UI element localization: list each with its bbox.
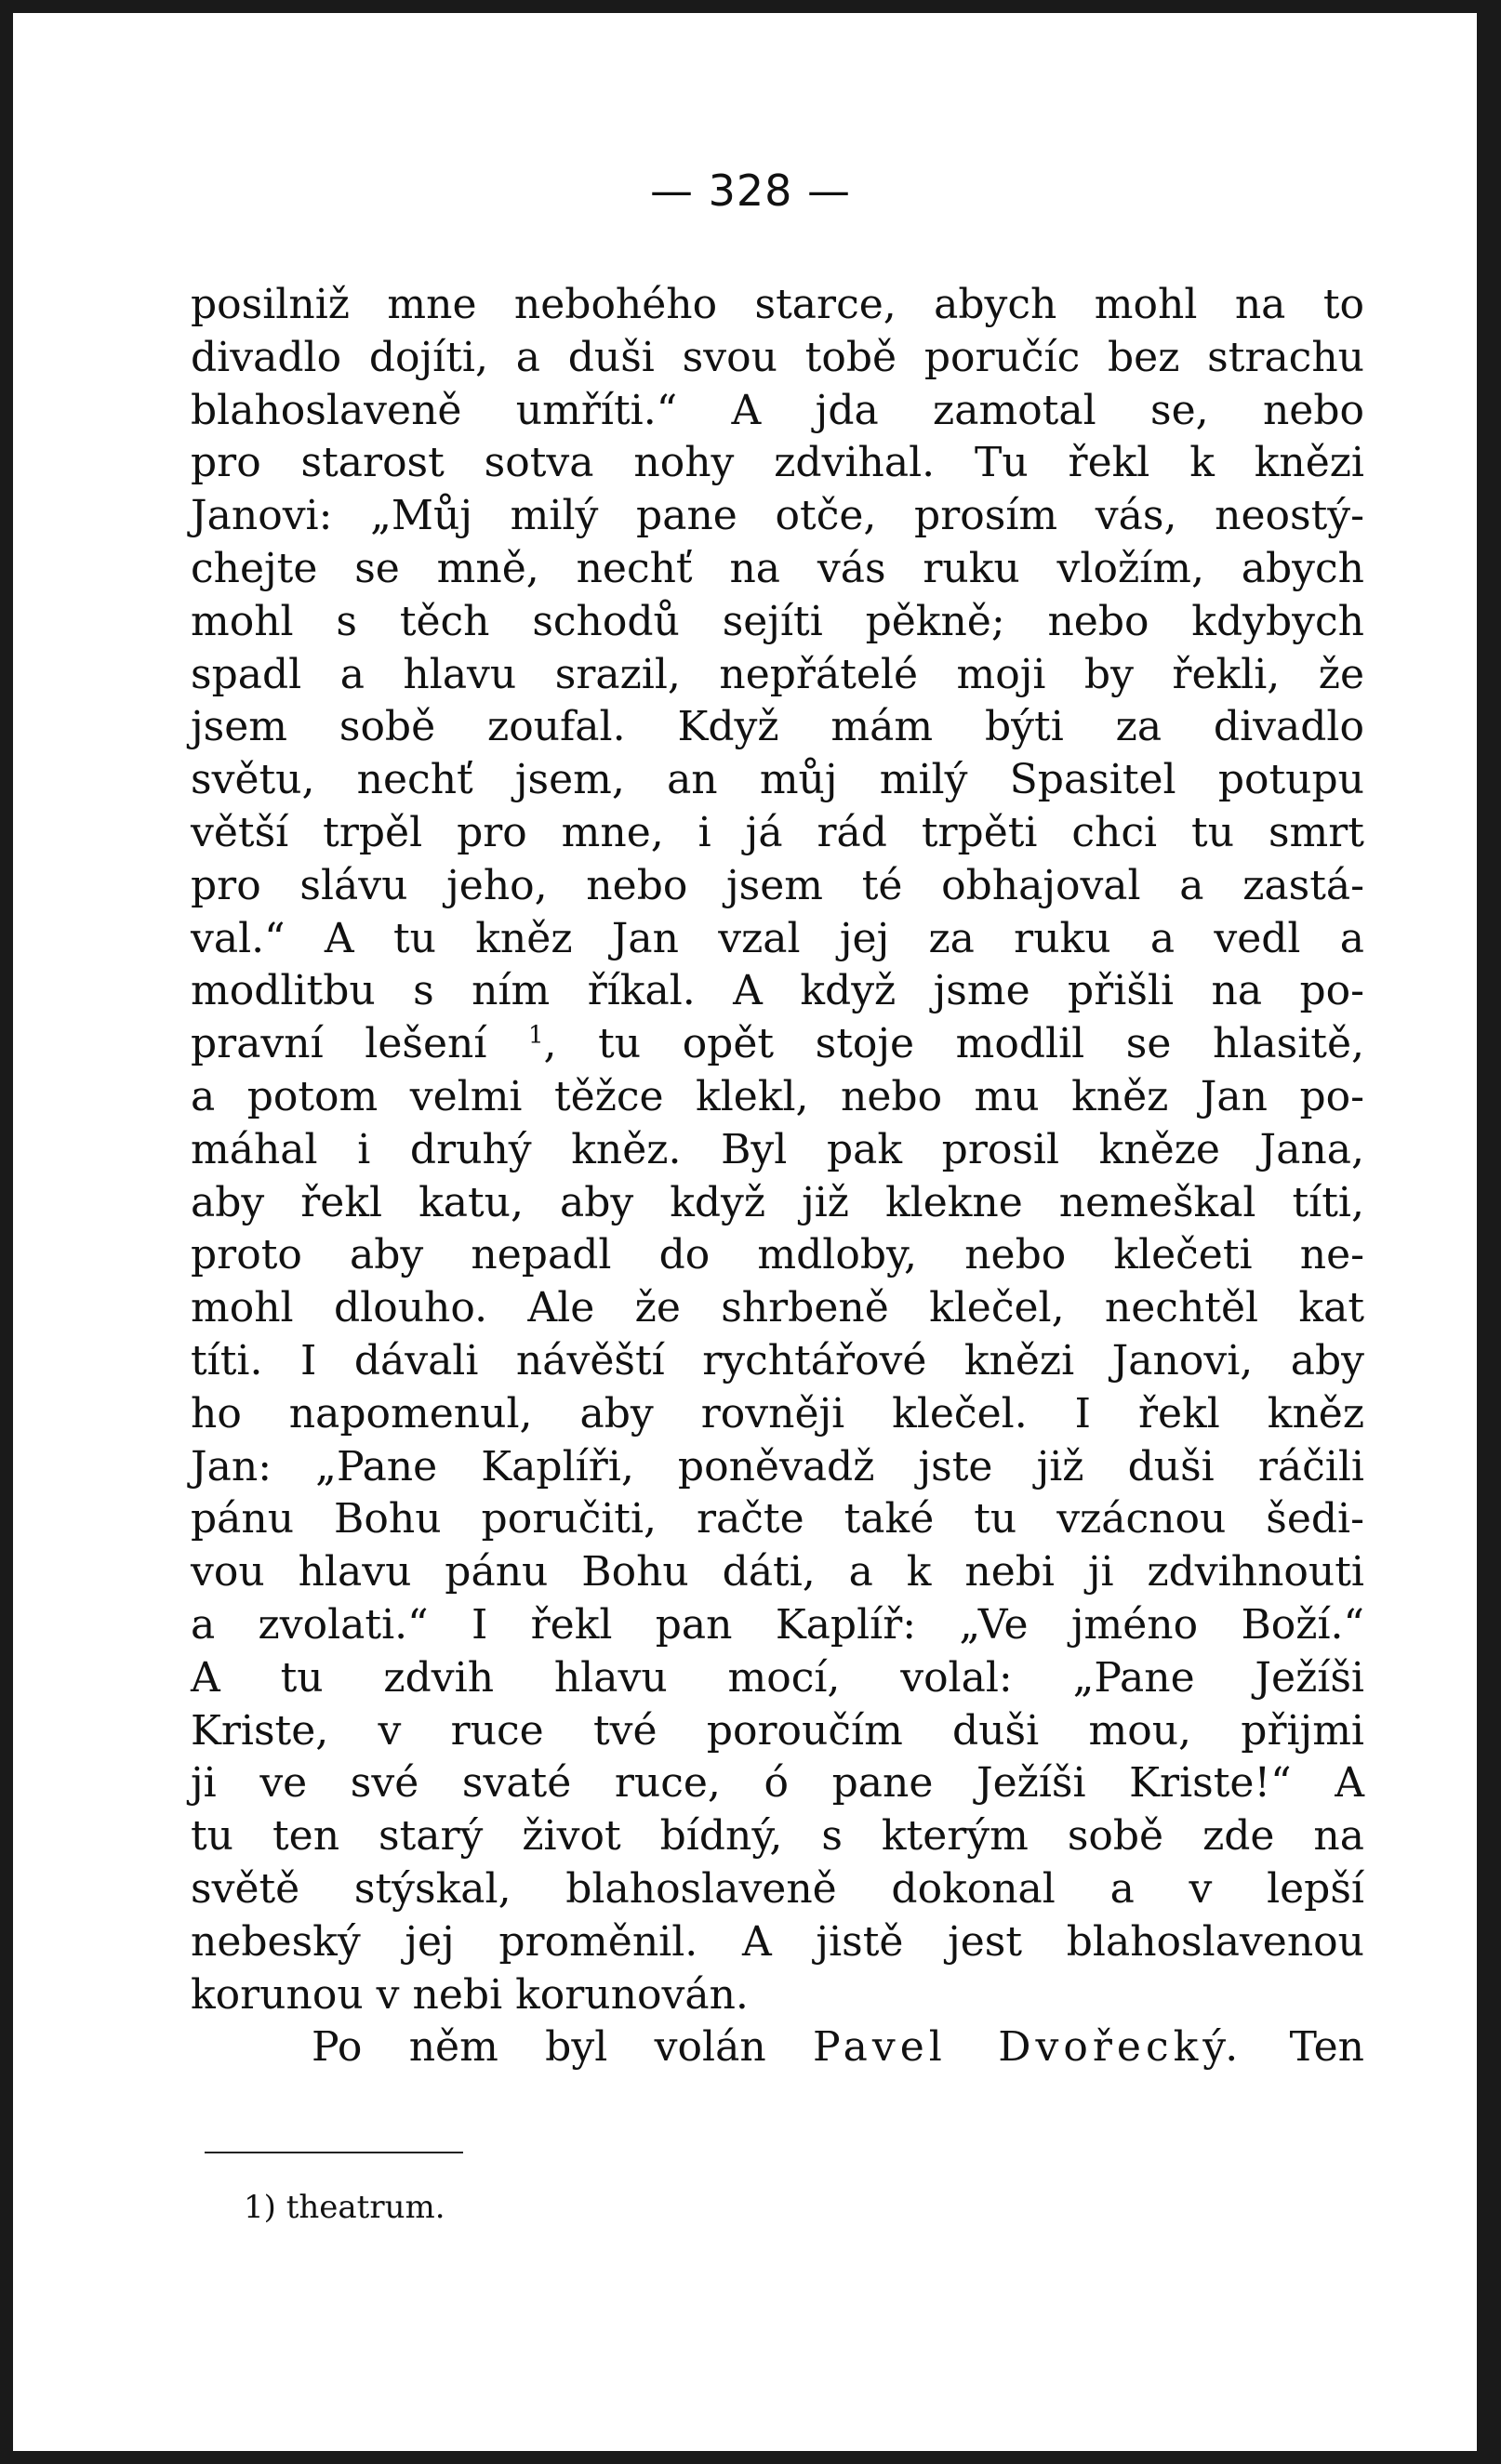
text-line: a zvolati.“ I řekl pan Kaplíř: „Ve jméno Boží.“: [191, 1600, 1364, 1649]
page-edge-left: [0, 0, 13, 2464]
text-line: světu, nechť jsem, an můj milý Spasitel potupu: [191, 756, 1364, 804]
text-line: chejte se mně, nechť na vás ruku vložím, abych: [191, 544, 1364, 592]
text-fragment: pravní lešení: [191, 1020, 487, 1068]
text-line: A tu zdvih hlavu mocí, volal: „Pane Ježíši: [191, 1653, 1364, 1702]
text-line: tu ten starý život bídný, s kterým sobě zde na: [191, 1812, 1364, 1861]
text-line: nebeský jej proměnil. A jistě jest blahoslavenou: [191, 1917, 1364, 1966]
text-line: títi. I dávali návěští rychtářové knězi Janovi, aby: [191, 1336, 1364, 1384]
text-fragment: Po něm byl volán: [312, 2023, 766, 2072]
text-line: větší trpěl pro mne, i já rád trpěti chci tu smrt: [191, 808, 1364, 856]
page-number: — 328 —: [649, 166, 852, 216]
text-line: mohl s těch schodů sejíti pěkně; nebo kdybych: [191, 597, 1364, 645]
text-line: posilniž mne nebohého starce, abych mohl na to: [191, 281, 1364, 328]
text-line: pro slávu jeho, nebo jsem té obhajoval a zastá-: [191, 861, 1364, 909]
text-line: vou hlavu pánu Bohu dáti, a k nebi ji zdvihnouti: [191, 1548, 1364, 1596]
text-line: aby řekl katu, aby když již klekne nemeškal títi,: [191, 1178, 1364, 1226]
text-line: Janovi: „Můj milý pane otče, prosím vás, neostý-: [191, 492, 1364, 540]
text-line: ho napomenul, aby rovněji klečel. I řekl kněz: [191, 1389, 1364, 1437]
footnote-marker: 1): [244, 2189, 276, 2226]
footnote: [244, 2187, 445, 2228]
text-line-with-footnote: [191, 1018, 1364, 1071]
text-line: val.“ A tu kněz Jan vzal jej za ruku a vedl a: [191, 914, 1364, 962]
spaced-name: Pavel Dvořecký.: [813, 2023, 1243, 2072]
text-line: jsem sobě zoufal. Když mám býti za divadlo: [191, 703, 1364, 751]
text-line-paragraph-start: [191, 2021, 1364, 2074]
text-line: Kriste, v ruce tvé poroučím duši mou, přijmi: [191, 1706, 1364, 1755]
footnote-text: theatrum.: [286, 2189, 445, 2226]
page-edge-top: [0, 0, 1501, 13]
text-line: mohl dlouho. Ale že shrbeně klečel, nechtěl kat: [191, 1284, 1364, 1332]
text-line: korunou v nebi korunován.: [191, 1970, 749, 2019]
page-edge-bottom: [0, 2451, 1501, 2464]
footnote-divider: [205, 2152, 463, 2153]
text-fragment: Ten: [1289, 2023, 1364, 2072]
text-line: pánu Bohu poručiti, račte také tu vzácnou šedi-: [191, 1495, 1364, 1543]
text-line: modlitbu s ním říkal. A když jsme přišli na po-: [191, 967, 1364, 1015]
text-fragment: , tu opět stoje modlil se hlasitě,: [543, 1020, 1365, 1068]
footnote-reference: 1: [528, 1021, 544, 1050]
text-line: ji ve své svaté ruce, ó pane Ježíši Kriste!“ A: [191, 1759, 1364, 1808]
text-line: a potom velmi těžce klekl, nebo mu kněz Jan po-: [191, 1072, 1364, 1120]
text-line: spadl a hlavu srazil, nepřátelé moji by řekli, že: [191, 650, 1364, 698]
body-text: [191, 279, 1364, 2074]
text-line: blahoslaveně umříti.“ A jda zamotal se, nebo: [191, 386, 1364, 434]
text-line: Jan: „Pane Kaplíři, poněvadž jste již duši ráčili: [191, 1442, 1364, 1490]
text-line: proto aby nepadl do mdloby, nebo klečeti ne-: [191, 1231, 1364, 1279]
text-line: divadlo dojíti, a duši svou tobě poručíc bez strachu: [191, 333, 1364, 381]
text-line: pro starost sotva nohy zdvihal. Tu řekl k knězi: [191, 439, 1364, 487]
text-line: máhal i druhý kněz. Byl pak prosil kněze Jana,: [191, 1125, 1364, 1173]
page-edge-right: [1477, 0, 1501, 2464]
text-line: světě stýskal, blahoslaveně dokonal a v lepší: [191, 1864, 1364, 1913]
